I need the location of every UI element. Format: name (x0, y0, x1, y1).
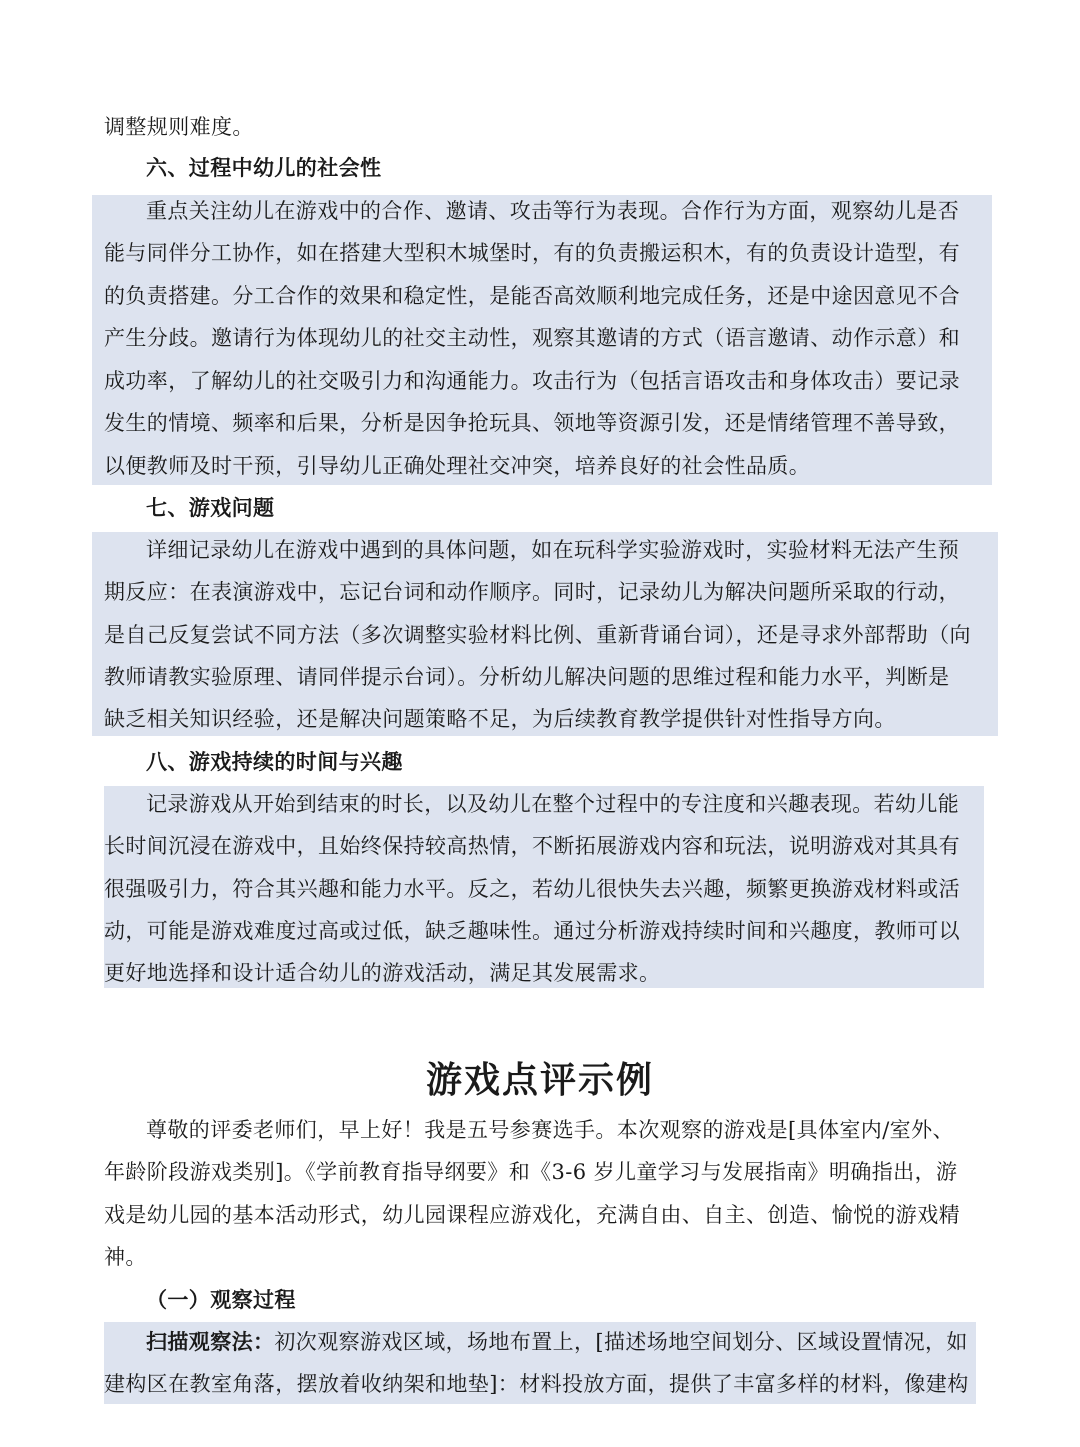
paragraph-line: 教师请教实验原理、请同伴提示台词）。分析幼儿解决问题的思维过程和能力水平，判断是 (104, 665, 950, 689)
paragraph-line: 建构区在教室角落，摆放着收纳架和地垫]：材料投放方面，提供了丰富多样的材料，像建构 (104, 1372, 969, 1396)
method-lead: 扫描观察法： (146, 1329, 275, 1354)
sub-heading: （一）观察过程 (146, 1287, 296, 1312)
paragraph-line: 神。 (104, 1245, 147, 1269)
section-heading: 七、游戏问题 (146, 495, 275, 520)
method-line (146, 1326, 968, 1358)
paragraph-line: 缺乏相关知识经验，还是解决问题策略不足，为后续教育教学提供针对性指导方向。 (104, 707, 896, 731)
section-heading: 八、游戏持续的时间与兴趣 (146, 749, 403, 774)
paragraph-line: 的负责搭建。分工合作的效果和稳定性，是能否高效顺利地完成任务，还是中途因意见不合 (104, 284, 960, 308)
method-text: 初次观察游戏区域，场地布置上，[描述场地空间划分、区域设置情况，如 (274, 1330, 968, 1354)
paragraph-line: 能与同伴分工协作，如在搭建大型积木城堡时，有的负责搬运积木，有的负责设计造型，有 (104, 241, 960, 265)
paragraph-line: 长时间沉浸在游戏中，且始终保持较高热情，不断拓展游戏内容和玩法，说明游戏对其具有 (104, 834, 960, 858)
paragraph-line: 详细记录幼儿在游戏中遇到的具体问题，如在玩科学实验游戏时，实验材料无法产生预 (146, 538, 960, 562)
paragraph-line: 成功率，了解幼儿的社交吸引力和沟通能力。攻击行为（包括言语攻击和身体攻击）要记录 (104, 369, 960, 393)
paragraph-line: 动，可能是游戏难度过高或过低，缺乏趣味性。通过分析游戏持续时间和兴趣度，教师可以 (104, 919, 960, 943)
paragraph-line: 是自己反复尝试不同方法（多次调整实验材料比例、重新背诵台词），还是寻求外部帮助（向 (104, 623, 971, 647)
paragraph-line: 以便教师及时干预，引导幼儿正确处理社交冲突，培养良好的社会性品质。 (104, 454, 811, 478)
section-heading: 六、过程中幼儿的社会性 (146, 155, 382, 180)
paragraph-line: 尊敬的评委老师们，早上好！我是五号参赛选手。本次观察的游戏是[具体室内/室外、 (146, 1118, 954, 1142)
paragraph-line: 戏是幼儿园的基本活动形式，幼儿园课程应游戏化，充满自由、自主、创造、愉悦的游戏精 (104, 1203, 960, 1227)
intro-line: 调整规则难度。 (104, 115, 254, 139)
paragraph-line: 很强吸引力，符合其兴趣和能力水平。反之，若幼儿很快失去兴趣，频繁更换游戏材料或活 (104, 877, 960, 901)
paragraph-line: 发生的情境、频率和后果，分析是因争抢玩具、领地等资源引发，还是情绪管理不善导致， (104, 411, 960, 435)
paragraph-line: 年龄阶段游戏类别]。《学前教育指导纲要》和《3-6 岁儿童学习与发展指南》明确指出，游 (104, 1160, 958, 1184)
paragraph-line: 产生分歧。邀请行为体现幼儿的社交主动性，观察其邀请的方式（语言邀请、动作示意）和 (104, 326, 960, 350)
paragraph-line: 记录游戏从开始到结束的时长，以及幼儿在整个过程中的专注度和兴趣表现。若幼儿能 (146, 792, 960, 816)
paragraph-line: 期反应：在表演游戏中，忘记台词和动作顺序。同时，记录幼儿为解决问题所采取的行动， (104, 580, 960, 604)
paragraph-line: 重点关注幼儿在游戏中的合作、邀请、攻击等行为表现。合作行为方面，观察幼儿是否 (146, 199, 960, 223)
example-title: 游戏点评示例 (425, 1059, 654, 1101)
paragraph-line: 更好地选择和设计适合幼儿的游戏活动，满足其发展需求。 (104, 961, 661, 985)
